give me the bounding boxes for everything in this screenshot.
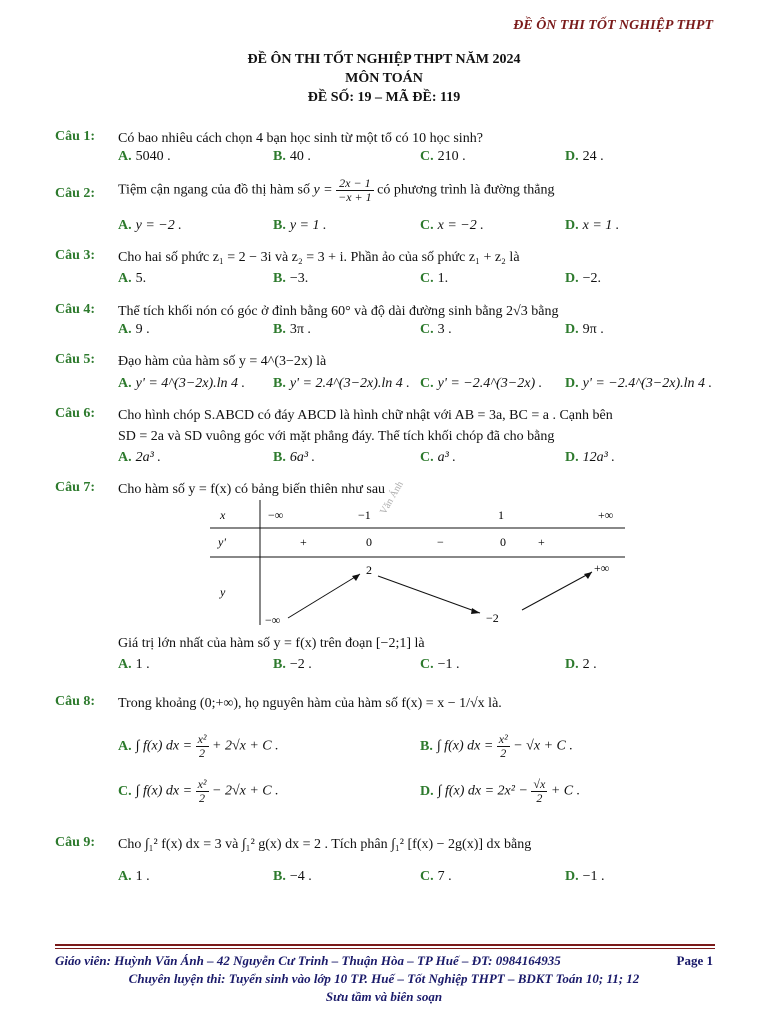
q3-label: Câu 3: — [55, 248, 96, 263]
q3-option-d[interactable]: D. −2. — [565, 271, 602, 286]
bbt-y-val-1: −∞ — [265, 613, 281, 627]
q6-label: Câu 6: — [55, 406, 96, 421]
q1-label: Câu 1: — [55, 129, 96, 144]
q8-option-d[interactable]: D. ∫ f(x) dx = 2x² − $\frac{√x}{2}$ + C . — [420, 777, 581, 805]
bbt-y-val-3: −2 — [486, 611, 499, 625]
q5-option-c[interactable]: C. y' = −2.4^(3−2x) . — [420, 376, 543, 391]
q6-option-b[interactable]: B. 6a³ . — [273, 450, 316, 465]
q2-option-c[interactable]: C. x = −2 . — [420, 218, 484, 233]
q8-label: Câu 8: — [55, 694, 96, 709]
q6-option-a[interactable]: A. 2a³ . — [118, 450, 161, 465]
bbt-y-val-2: 2 — [366, 563, 372, 577]
q1-option-a[interactable]: A. 5040 . — [118, 149, 171, 164]
q1-option-c[interactable]: C. 210 . — [420, 149, 466, 164]
q7-option-c[interactable]: C. −1 . — [420, 657, 460, 672]
q3-text: Cho hai số phức z₁ = 2 − 3i và z₂ = 3 + i. Phần ảo của số phức z₁ + z₂ là — [118, 250, 520, 265]
bbt-yp-val-2: 0 — [366, 535, 372, 549]
footer-rule-2 — [55, 948, 715, 949]
bbt-arrow-down — [378, 576, 480, 613]
q9-option-d[interactable]: D. −1 . — [565, 869, 605, 884]
q8-option-b[interactable]: B. ∫ f(x) dx = $\frac{\text{x²}}{2}$ − √x + C . — [420, 732, 573, 760]
q4-option-a[interactable]: A. 9 . — [118, 322, 150, 337]
footer-collected: Sưu tầm và biên soạn — [325, 989, 443, 1004]
q1-text: Có bao nhiêu cách chọn 4 bạn học sinh từ một tổ có 10 học sinh? — [118, 131, 483, 146]
q5-label: Câu 5: — [55, 352, 96, 367]
footer-page: Page 1 — [676, 953, 713, 968]
q7-label: Câu 7: — [55, 480, 96, 495]
q7-text: Cho hàm số y = f(x) có bảng biến thiên như sau — [118, 482, 386, 497]
bbt-x-val-4: +∞ — [598, 508, 614, 522]
q2-fraction: $\frac{2x - 1}{-x + 1}$ — [338, 176, 372, 204]
q4-option-d[interactable]: D. 9π . — [565, 322, 604, 337]
bbt-yp-label: y' — [218, 535, 226, 549]
q3-option-b[interactable]: B. −3. — [273, 271, 309, 286]
q9-label: Câu 9: — [55, 835, 96, 850]
q6-option-d[interactable]: D. 12a³ . — [565, 450, 615, 465]
q3-option-c[interactable]: C. 1. — [420, 271, 449, 286]
q8-option-c[interactable]: C. ∫ f(x) dx = $\frac{\text{x²}}{2}$ − 2√x + C . — [118, 777, 279, 805]
q2-option-b[interactable]: B. y = 1 . — [273, 218, 327, 233]
q6-option-c[interactable]: C. a³ . — [420, 450, 456, 465]
q2-text: Tiệm cận ngang của đồ thị hàm số y = $\frac{2x - 1}{-x + 1}$ có phương trình là đường thẳng — [118, 176, 555, 204]
bbt-arrow-up-2 — [522, 572, 592, 610]
q4-text: Thể tích khối nón có góc ở đỉnh bằng 60° và độ dài đường sinh bằng 2√3 bằng — [118, 304, 559, 319]
q6-text: Cho hình chóp S.ABCD có đáy ABCD là hình chữ nhật với AB = 3a, BC = a . Cạnh bên — [118, 408, 613, 423]
q2-option-a[interactable]: A. y = −2 . — [118, 218, 182, 233]
bbt-x-label: x — [220, 508, 226, 522]
q5-option-d[interactable]: D. y' = −2.4^(3−2x).ln 4 . — [565, 376, 713, 391]
q7-option-a[interactable]: A. 1 . — [118, 657, 150, 672]
bbt-y-val-4: +∞ — [594, 561, 610, 575]
footer-courses: Chuyên luyện thi: Tuyển sinh vào lớp 10 TP. Huế – Tốt Nghiệp THPT – BDKT Toán 10; 11; 12 — [128, 971, 640, 986]
bbt-yp-val-1: + — [300, 535, 307, 549]
q1-option-d[interactable]: D. 24 . — [565, 149, 604, 164]
bbt-x-val-2: −1 — [358, 508, 371, 522]
q6-text-2: SD = 2a và SD vuông góc với mặt phẳng đáy. Thể tích khối chóp đã cho bằng — [118, 429, 555, 444]
bbt-y-label: y — [220, 585, 226, 599]
exam-code: ĐỀ SỐ: 19 – MÃ ĐỀ: 119 — [307, 90, 461, 105]
q4-option-b[interactable]: B. 3π . — [273, 322, 311, 337]
bbt-x-val-1: −∞ — [268, 508, 284, 522]
q4-option-c[interactable]: C. 3 . — [420, 322, 452, 337]
header-title: ĐỀ ÔN THI TỐT NGHIỆP THPT — [513, 18, 713, 33]
q1-option-b[interactable]: B. 40 . — [273, 149, 311, 164]
bbt-arrow-up-1 — [288, 574, 360, 618]
q5-option-b[interactable]: B. y' = 2.4^(3−2x).ln 4 . — [273, 376, 410, 391]
subject-title: MÔN TOÁN — [345, 71, 423, 86]
bbt-yp-val-3: − — [437, 535, 444, 549]
q2-label: Câu 2: — [55, 186, 96, 201]
q8-text: Trong khoảng (0;+∞), họ nguyên hàm của hàm số f(x) = x − 1/√x là. — [118, 696, 502, 711]
bbt-yp-val-4: 0 — [500, 535, 506, 549]
bbt-yp-val-5: + — [538, 535, 545, 549]
bbt-x-val-3: 1 — [498, 508, 504, 522]
q4-label: Câu 4: — [55, 302, 96, 317]
q7-option-b[interactable]: B. −2 . — [273, 657, 312, 672]
exam-title: ĐỀ ÔN THI TỐT NGHIỆP THPT NĂM 2024 — [247, 52, 521, 67]
q5-text: Đạo hàm của hàm số y = 4^(3−2x) là — [118, 354, 327, 369]
q2-option-d[interactable]: D. x = 1 . — [565, 218, 620, 233]
q9-option-a[interactable]: A. 1 . — [118, 869, 150, 884]
q5-option-a[interactable]: A. y' = 4^(3−2x).ln 4 . — [118, 376, 246, 391]
q7-option-d[interactable]: D. 2 . — [565, 657, 597, 672]
watermark: Văn Ánh — [378, 479, 406, 517]
footer-rule — [55, 944, 715, 946]
q8-option-a[interactable]: A. ∫ f(x) dx = $\frac{\text{x²}}{2}$ + 2√x + C . — [118, 732, 279, 760]
q3-option-a[interactable]: A. 5. — [118, 271, 147, 286]
q9-option-c[interactable]: C. 7 . — [420, 869, 452, 884]
q7-text-2: Giá trị lớn nhất của hàm số y = f(x) trên đoạn [−2;1] là — [118, 636, 425, 651]
q9-option-b[interactable]: B. −4 . — [273, 869, 312, 884]
footer-teacher: Giáo viên: Huỳnh Văn Ánh – 42 Nguyễn Cư Trinh – Thuận Hòa – TP Huế – ĐT: 0984164935 — [55, 953, 561, 968]
q9-text: Cho ∫₁² f(x) dx = 3 và ∫₁² g(x) dx = 2 . Tích phân ∫₁² [f(x) − 2g(x)] dx bằng — [118, 837, 532, 852]
